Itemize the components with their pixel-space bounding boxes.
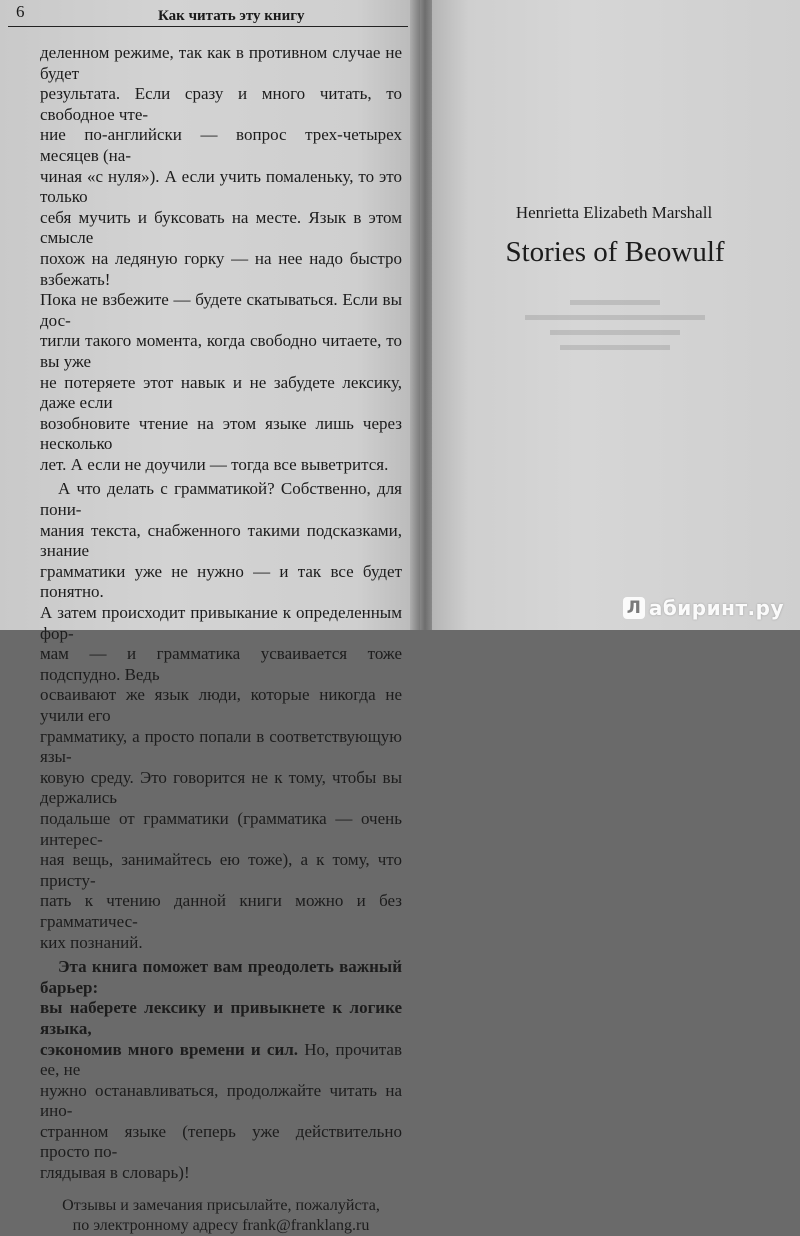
- feedback-line-2: по электронному адресу frank@franklang.ru: [72, 1216, 370, 1234]
- text-line: деленном режиме, так как в противном случае не будет: [40, 43, 402, 83]
- watermark: [623, 596, 784, 620]
- body-text: [40, 43, 402, 1236]
- text-line: мания текста, снабженного такими подсказками, знание: [40, 520, 402, 561]
- text-line: ких познаний.: [40, 932, 143, 952]
- text-line: ние по-английски — вопрос трех-четырех месяцев (на-: [40, 125, 402, 165]
- book-title: Stories of Beowulf: [505, 236, 725, 268]
- text-line: себя мучить и буксовать на месте. Язык в этом смысле: [40, 207, 402, 248]
- labirint-logo-icon: Л: [623, 597, 645, 619]
- text-fragment: Но, прочитав ее, не: [40, 1039, 402, 1080]
- feedback-note: [40, 1196, 402, 1236]
- text-line: возобновите чтение на этом языке лишь через несколько: [40, 413, 402, 454]
- show-through-text: [515, 290, 715, 380]
- text-line: результата. Если сразу и много читать, то свободное чте-: [40, 84, 402, 124]
- text-line: ная вещь, занимайтесь ею тоже), а к тому, что присту-: [40, 850, 402, 890]
- text-line: осваивают же язык люди, которые никогда не учили его: [40, 685, 402, 725]
- watermark-text: абиринт.ру: [648, 596, 784, 620]
- text-line: чиная «с нуля»). А если учить помаленьку, то это только: [40, 166, 402, 207]
- text-line: Пока не взбежите — будете скатываться. Если вы дос-: [40, 290, 402, 330]
- text-line: ковую среду. Это говорится не к тому, чтобы вы держались: [40, 767, 402, 808]
- running-head: [8, 0, 408, 27]
- text-line: А затем происходит привыкание к определенным фор-: [40, 603, 402, 643]
- text-line: грамматики уже не нужно — и так все будет понятно.: [40, 561, 402, 602]
- text-line: пать к чтению данной книги можно и без грамматичес-: [40, 891, 402, 931]
- text-line: мам — и грамматика усваивается тоже подспудно. Ведь: [40, 644, 402, 684]
- text-line: лет. А если не доучили — тогда все выветрится.: [40, 454, 389, 474]
- text-line: подальше от грамматики (грамматика — очень интерес-: [40, 808, 402, 849]
- text-line: не потеряете этот навык и не забудете лексику, даже если: [40, 372, 402, 413]
- bold-line: Эта книга поможет вам преодолеть важный барьер:: [40, 957, 402, 997]
- running-head-title: Как читать эту книгу: [158, 8, 305, 24]
- mixed-line: [40, 1040, 402, 1081]
- text-line: А что делать с грамматикой? Собственно, для пони-: [40, 479, 402, 520]
- page-number: 6: [16, 2, 25, 21]
- feedback-line-1: Отзывы и замечания присылайте, пожалуйста,: [62, 1196, 380, 1214]
- text-line: похож на ледяную горку — на нее надо быстро взбежать!: [40, 248, 402, 289]
- text-line: грамматику, а просто попали в соответствующую язы-: [40, 726, 402, 767]
- bold-fragment: сэкономив много времени и сил.: [40, 1039, 299, 1059]
- text-line: глядывая в словарь)!: [40, 1163, 190, 1183]
- bold-line: вы наберете лексику и привыкнете к логике языка,: [40, 998, 402, 1038]
- text-line: нужно останавливаться, продолжайте читать на ино-: [40, 1080, 402, 1121]
- text-line: странном языке (теперь уже действительно просто по-: [40, 1121, 402, 1162]
- text-line: тигли такого момента, когда свободно читаете, то вы уже: [40, 331, 402, 371]
- book-author: Henrietta Elizabeth Marshall: [515, 203, 713, 222]
